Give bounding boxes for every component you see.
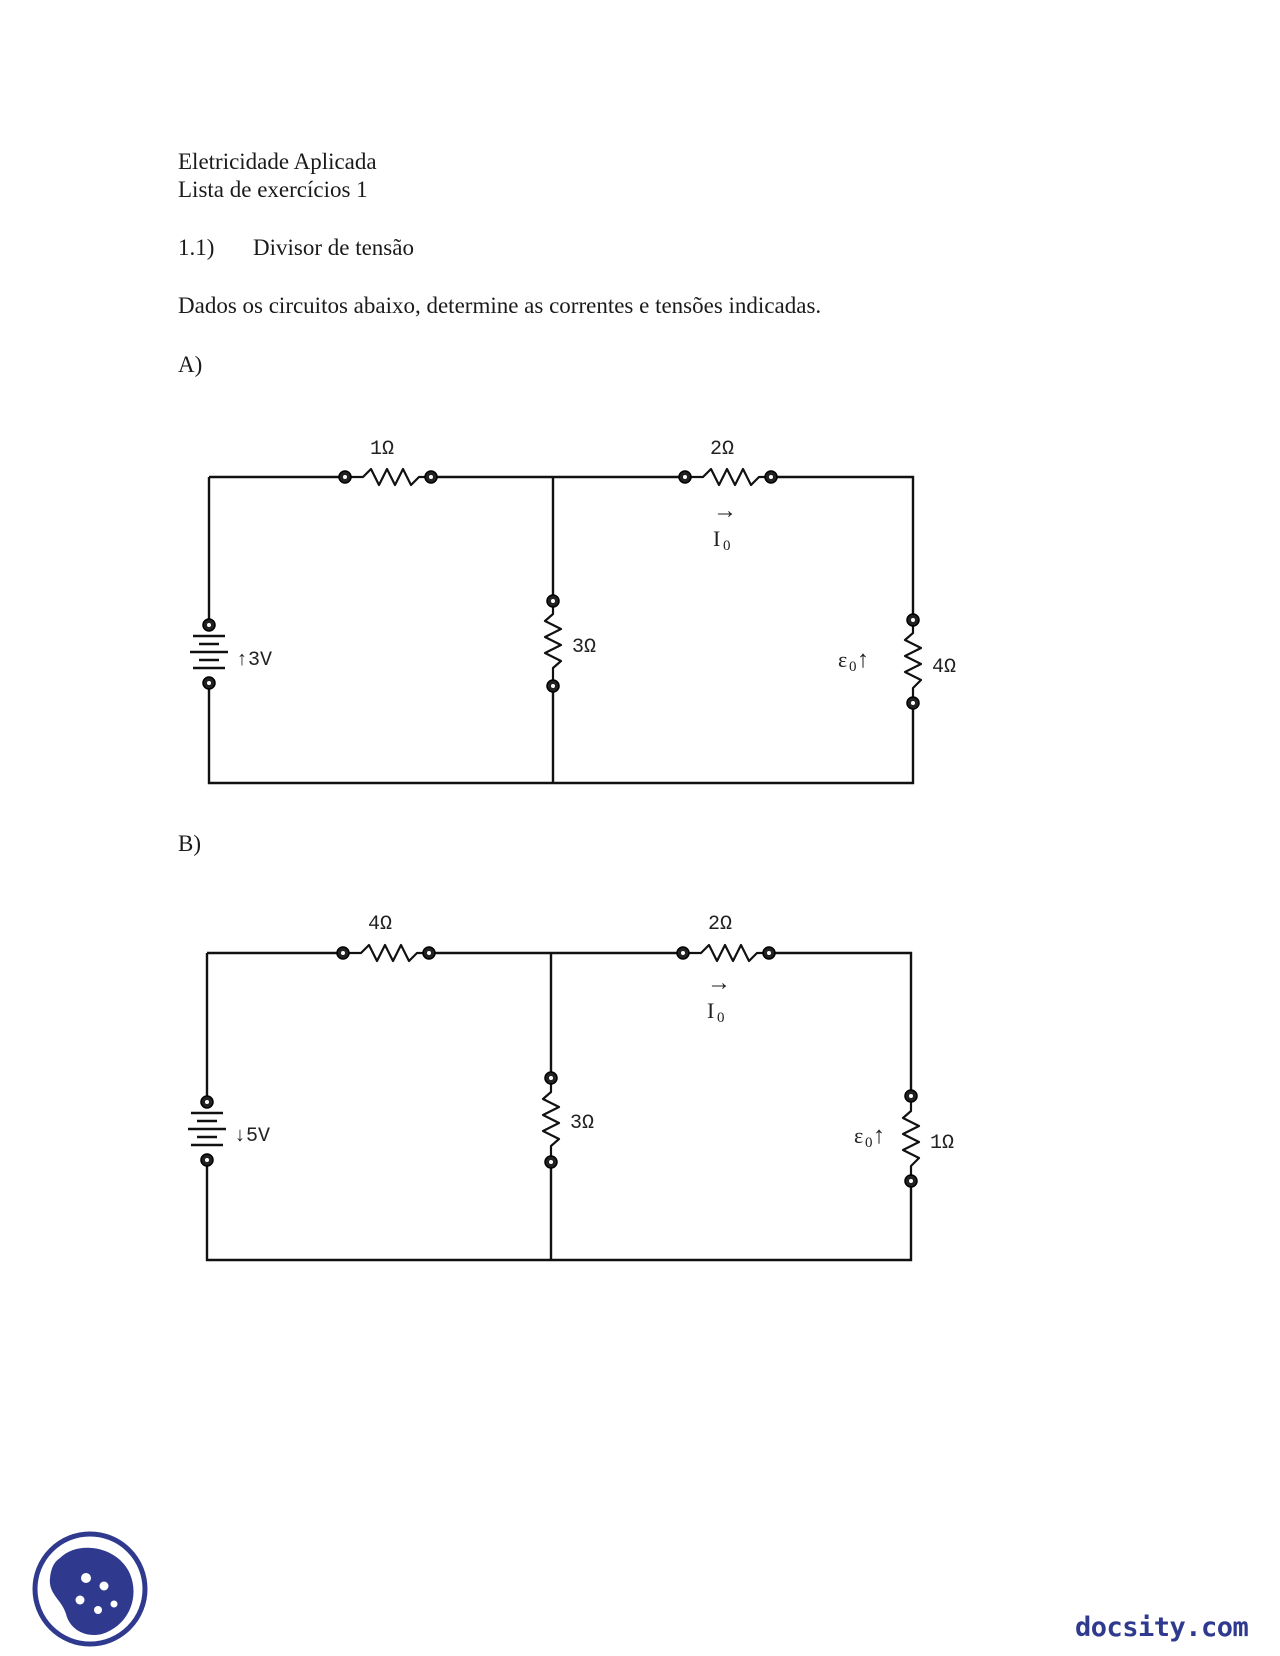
- resistor-top-right-label: 2Ω: [710, 438, 735, 461]
- circuit-a-diagram: [0, 420, 1280, 800]
- instructions-text: Dados os circuitos abaixo, determine as correntes e tensões indicadas.: [178, 293, 822, 318]
- source-label: ↑3V: [236, 649, 273, 672]
- resistor-right-label: 1Ω: [930, 1132, 955, 1155]
- docsity-logo-icon: [30, 1530, 150, 1648]
- circuit-b-diagram: [0, 895, 1280, 1275]
- resistor-right: [905, 614, 956, 709]
- resistor-middle-label: 3Ω: [570, 1112, 595, 1135]
- current-label: I: [713, 526, 721, 551]
- current-subscript: 0: [723, 538, 731, 554]
- voltage-arrow: ↑: [873, 1123, 885, 1149]
- current-subscript: 0: [717, 1010, 725, 1026]
- circuit-b-label: B): [178, 831, 201, 856]
- resistor-top-left-label: 4Ω: [368, 913, 393, 936]
- resistor-top-left: [337, 913, 435, 961]
- resistor-right: [903, 1090, 954, 1187]
- section-number: 1.1): [178, 235, 215, 260]
- section-title: Divisor de tensão: [253, 235, 414, 260]
- wire: [209, 683, 913, 783]
- wire: [769, 953, 911, 1096]
- resistor-top-left-label: 1Ω: [370, 438, 395, 461]
- resistor-top-right: [677, 913, 775, 961]
- voltage-arrow: ↑: [857, 647, 869, 673]
- voltage-subscript: 0: [865, 1135, 873, 1151]
- voltage-subscript: 0: [849, 659, 857, 675]
- wire: [207, 1160, 911, 1260]
- resistor-right-label: 4Ω: [932, 656, 957, 679]
- current-arrow: →: [707, 970, 731, 996]
- battery-source: [188, 1096, 270, 1166]
- exercise-list-title: Lista de exercícios 1: [178, 177, 368, 202]
- voltage-label: ε: [838, 647, 848, 672]
- resistor-top-right: [679, 438, 777, 485]
- resistor-middle-label: 3Ω: [572, 636, 597, 659]
- resistor-top-right-label: 2Ω: [708, 913, 733, 936]
- voltage-label: ε: [854, 1123, 864, 1148]
- resistor-middle: [545, 595, 596, 692]
- current-arrow: →: [713, 498, 737, 524]
- docsity-watermark-text[interactable]: docsity.com: [1075, 1612, 1249, 1643]
- source-label: ↓5V: [234, 1125, 271, 1148]
- circuit-a-label: A): [178, 352, 203, 377]
- wire: [771, 477, 913, 618]
- battery-source: [190, 619, 272, 689]
- resistor-middle: [543, 1072, 594, 1168]
- current-label: I: [707, 998, 715, 1023]
- course-title: Eletricidade Aplicada: [178, 149, 377, 174]
- resistor-top-left: [339, 438, 437, 485]
